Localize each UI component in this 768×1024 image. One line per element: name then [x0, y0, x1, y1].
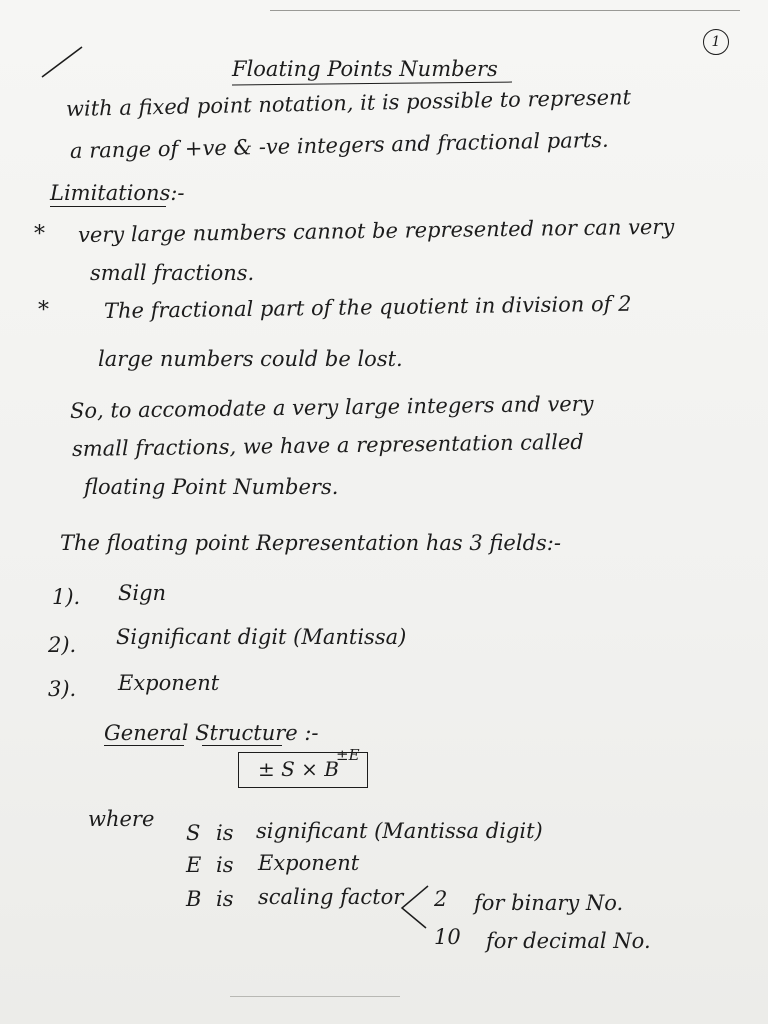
scaling-option-1-value: 2 [434, 887, 448, 911]
field-1-num: 1). [52, 585, 81, 609]
so-para-line-2: small fractions, we have a representation called [71, 429, 584, 461]
field-2-label: Significant digit (Mantissa) [116, 625, 407, 649]
page-bottom-mark [230, 996, 400, 997]
formula-exponent: ±E [336, 746, 360, 764]
limitations-underline [50, 206, 166, 207]
bullet-star-2: * [38, 298, 49, 323]
scaling-option-2-desc: for decimal No. [486, 929, 651, 953]
so-para-line-1: So, to accomodate a very large integers and very [69, 391, 594, 423]
def-3-is: is [216, 887, 234, 911]
def-2-desc: Exponent [258, 851, 360, 875]
intro-line-2: a range of +ve & -ve integers and fractional parts. [69, 127, 609, 163]
page-title: Floating Points Numbers [232, 57, 498, 81]
where-label: where [88, 807, 155, 831]
scaling-factor-bracket [398, 882, 432, 932]
page-top-edge [270, 10, 740, 11]
def-1-desc: significant (Mantissa digit) [256, 819, 543, 843]
def-2-symbol: E [186, 853, 202, 877]
structure-heading: General Structure :- [104, 721, 319, 745]
intro-line-1: with a fixed point notation, it is possible to represent [65, 85, 632, 121]
def-1-symbol: S [186, 821, 201, 845]
page-number: 1 [703, 29, 729, 55]
structure-underline-1 [104, 745, 184, 746]
field-1-label: Sign [118, 581, 167, 605]
so-para-line-3: floating Point Numbers. [84, 475, 339, 499]
fields-heading: The floating point Representation has 3 fields:- [60, 531, 561, 555]
limitation-1-line-2: small fractions. [90, 261, 255, 285]
limitation-2-line-1: The fractional part of the quotient in division of 2 [103, 291, 632, 323]
margin-slash-mark [38, 45, 86, 79]
scaling-option-2-value: 10 [434, 925, 461, 949]
def-3-desc: scaling factor [258, 885, 404, 909]
bullet-star-1: * [34, 222, 45, 247]
field-3-num: 3). [48, 677, 77, 701]
structure-underline-2 [202, 745, 282, 746]
scaling-option-1-desc: for binary No. [474, 891, 624, 915]
limitation-2-line-2: large numbers could be lost. [98, 347, 403, 371]
formula-base: ± S × B [258, 757, 339, 781]
def-1-is: is [216, 821, 234, 845]
title-underline [232, 82, 512, 86]
limitation-1-line-1: very large numbers cannot be represented nor can very [77, 214, 675, 247]
def-2-is: is [216, 853, 234, 877]
field-2-num: 2). [48, 633, 77, 657]
field-3-label: Exponent [118, 671, 220, 695]
limitations-heading: Limitations:- [50, 181, 185, 205]
def-3-symbol: B [186, 887, 202, 911]
